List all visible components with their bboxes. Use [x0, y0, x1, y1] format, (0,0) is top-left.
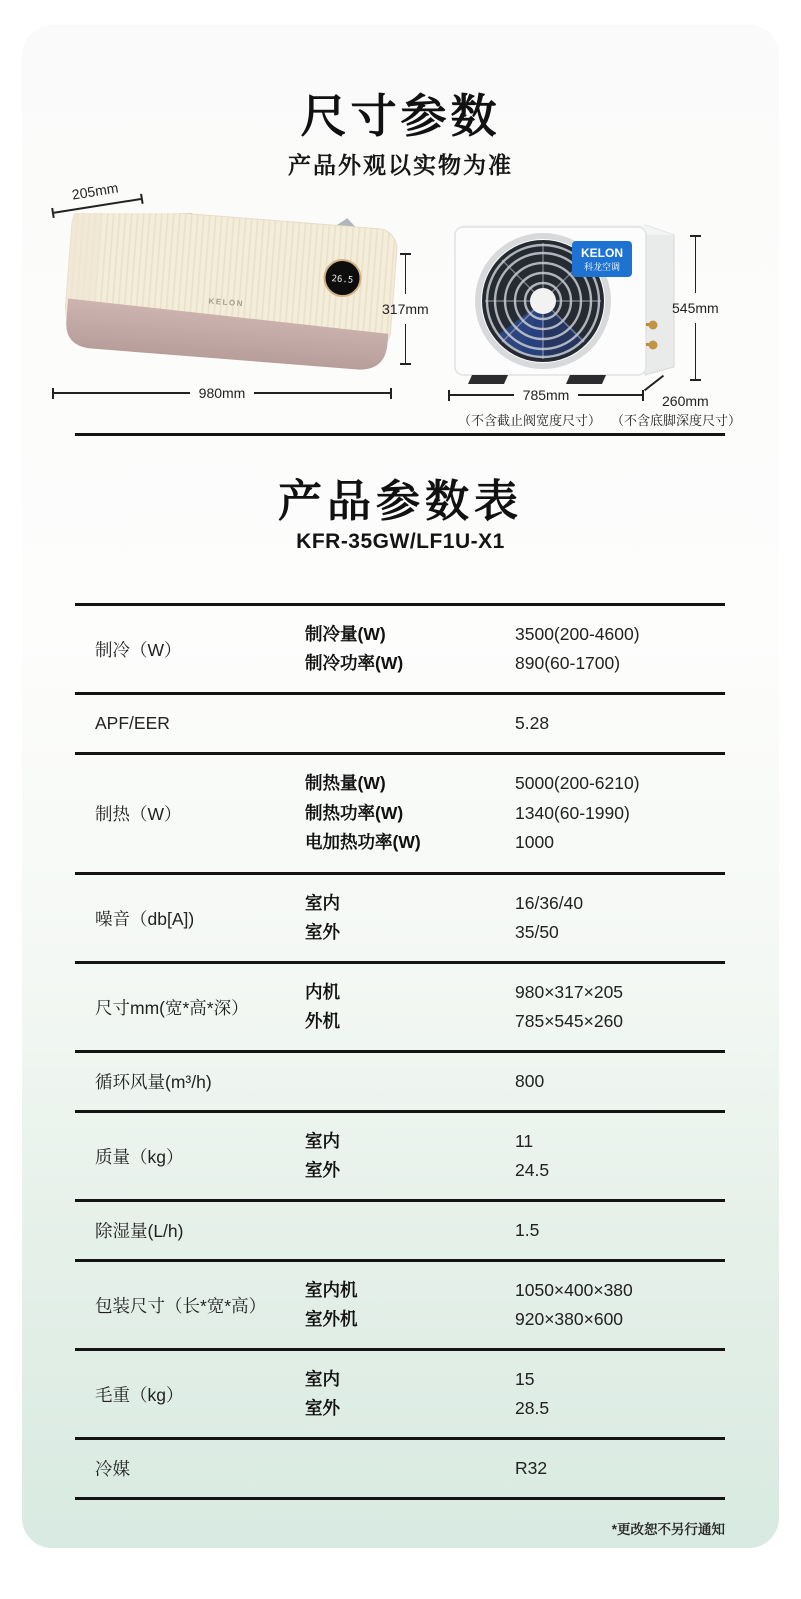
spec-subname: 室外 [305, 922, 340, 942]
spec-value: 1.5 [515, 1219, 540, 1240]
spec-row-values [515, 889, 725, 948]
spec-row-subnames [305, 620, 515, 679]
spec-subname: 室外机 [305, 1309, 358, 1329]
svg-text:KELON: KELON [208, 296, 245, 309]
spec-row-label: 尺寸mm(宽*高*深） [95, 997, 249, 1018]
outdoor-brand-line2: 科龙空调 [583, 262, 621, 272]
spec-subname: 制热量(W) [305, 773, 386, 794]
spec-value: 24.5 [515, 1160, 550, 1180]
spec-table-row [75, 961, 725, 1050]
spec-table-row [75, 1110, 725, 1199]
spec-value: 920×380×600 [515, 1309, 624, 1329]
spec-row-subnames [305, 1276, 515, 1335]
kelon-badge [572, 241, 632, 277]
spec-row-label: 制冷（W） [95, 639, 182, 660]
spec-subname: 室外 [305, 1398, 340, 1418]
spec-table-row [75, 872, 725, 961]
spec-value: 1050×400×380 [515, 1279, 633, 1300]
spec-row-values [515, 1127, 725, 1186]
indoor-display-value: 26.5 [331, 274, 354, 286]
note-feet: （不含底脚深度尺寸） [611, 413, 742, 428]
spec-value: 5000(200-6210) [515, 773, 640, 794]
dim-indoor-height: 317mm [382, 253, 429, 365]
spec-subname: 外机 [305, 1011, 340, 1031]
spec-table-row [75, 1050, 725, 1110]
spec-row-values [515, 709, 725, 739]
spec-value: 16/36/40 [515, 892, 584, 913]
spec-value: R32 [515, 1457, 548, 1478]
dimension-notes [458, 410, 741, 429]
spec-value: 5.28 [515, 712, 550, 733]
spec-row-values [515, 1365, 725, 1424]
spec-value: 1000 [515, 832, 554, 853]
spec-table-row [75, 692, 725, 752]
spec-row-label: 冷媒 [95, 1459, 130, 1479]
spec-row-subnames [305, 1127, 515, 1186]
spec-subname: 室内 [305, 1130, 340, 1151]
spec-row-subnames [305, 978, 515, 1037]
spec-table-row [75, 752, 725, 872]
spec-subname: 制冷量(W) [305, 623, 386, 644]
page-subtitle: 产品外观以实物为准 [288, 152, 513, 178]
spec-table-row [75, 1199, 725, 1259]
spec-subname: 电加热功率(W) [305, 832, 421, 853]
spec-subname: 制冷功率(W) [305, 653, 404, 673]
spec-row-values [515, 1216, 725, 1246]
spec-subname: 制热功率(W) [305, 802, 404, 823]
spec-row-values [515, 1276, 725, 1335]
spec-row-label: 循环风量(m³/h) [95, 1072, 212, 1092]
page-title: 尺寸参数 [300, 90, 501, 142]
spec-subname: 室内 [305, 892, 340, 913]
spec-row-label: 除湿量(L/h) [95, 1221, 184, 1241]
spec-row-subnames [305, 1365, 515, 1424]
spec-table-title: 产品参数表 [278, 477, 523, 526]
spec-row-label: APF/EER [95, 713, 170, 733]
spec-value: 1340(60-1990) [515, 802, 630, 823]
spec-table-row [75, 1437, 725, 1497]
section-divider [75, 433, 725, 436]
dimension-diagram [22, 175, 779, 435]
spec-value: 890(60-1700) [515, 653, 621, 673]
spec-row-label: 包装尺寸（长*宽*高） [95, 1295, 267, 1316]
spec-row-label: 质量（kg） [95, 1146, 184, 1167]
spec-row-values [515, 769, 725, 858]
dim-outdoor-width: 785mm [448, 387, 644, 403]
spec-subname: 内机 [305, 981, 340, 1002]
spec-value: 11 [515, 1130, 534, 1151]
spec-value: 800 [515, 1070, 545, 1091]
spec-table-row [75, 1348, 725, 1437]
spec-value: 980×317×205 [515, 981, 624, 1002]
spec-table-row [75, 603, 725, 692]
spec-row-values [515, 1454, 725, 1484]
spec-value: 35/50 [515, 922, 559, 942]
spec-value: 28.5 [515, 1398, 550, 1418]
spec-row-label: 毛重（kg） [95, 1384, 184, 1405]
product-model: KFR-35GW/LF1U-X1 [296, 530, 505, 553]
spec-row-values [515, 1067, 725, 1097]
spec-value: 3500(200-4600) [515, 623, 640, 644]
dim-outdoor-height: 545mm [672, 235, 719, 381]
indoor-unit-image [55, 213, 400, 385]
spec-value: 15 [515, 1368, 535, 1389]
spec-subname: 室外 [305, 1160, 340, 1180]
spec-value: 785×545×260 [515, 1011, 624, 1031]
spec-row-values [515, 620, 725, 679]
outdoor-unit-image [450, 215, 685, 393]
outdoor-brand-line1: KELON [581, 246, 623, 260]
dim-outdoor-depth: 260mm [662, 393, 709, 409]
spec-row-label: 噪音（db[A]) [95, 908, 195, 929]
spec-row-subnames [305, 889, 515, 948]
spec-table-row [75, 1259, 725, 1348]
footnote: *更改恕不另行通知 [611, 1522, 725, 1537]
dim-indoor-width: 980mm [52, 385, 392, 401]
spec-table [75, 603, 725, 1500]
spec-subname: 室内 [305, 1368, 340, 1389]
spec-row-label: 制热（W） [95, 804, 182, 824]
spec-row-values [515, 978, 725, 1037]
spec-subname: 室内机 [305, 1279, 358, 1300]
note-valve: （不含截止阀宽度尺寸） [458, 413, 602, 428]
spec-card [22, 25, 779, 1548]
dim-indoor-depth: 205mm [48, 176, 143, 218]
spec-row-subnames [305, 769, 515, 858]
